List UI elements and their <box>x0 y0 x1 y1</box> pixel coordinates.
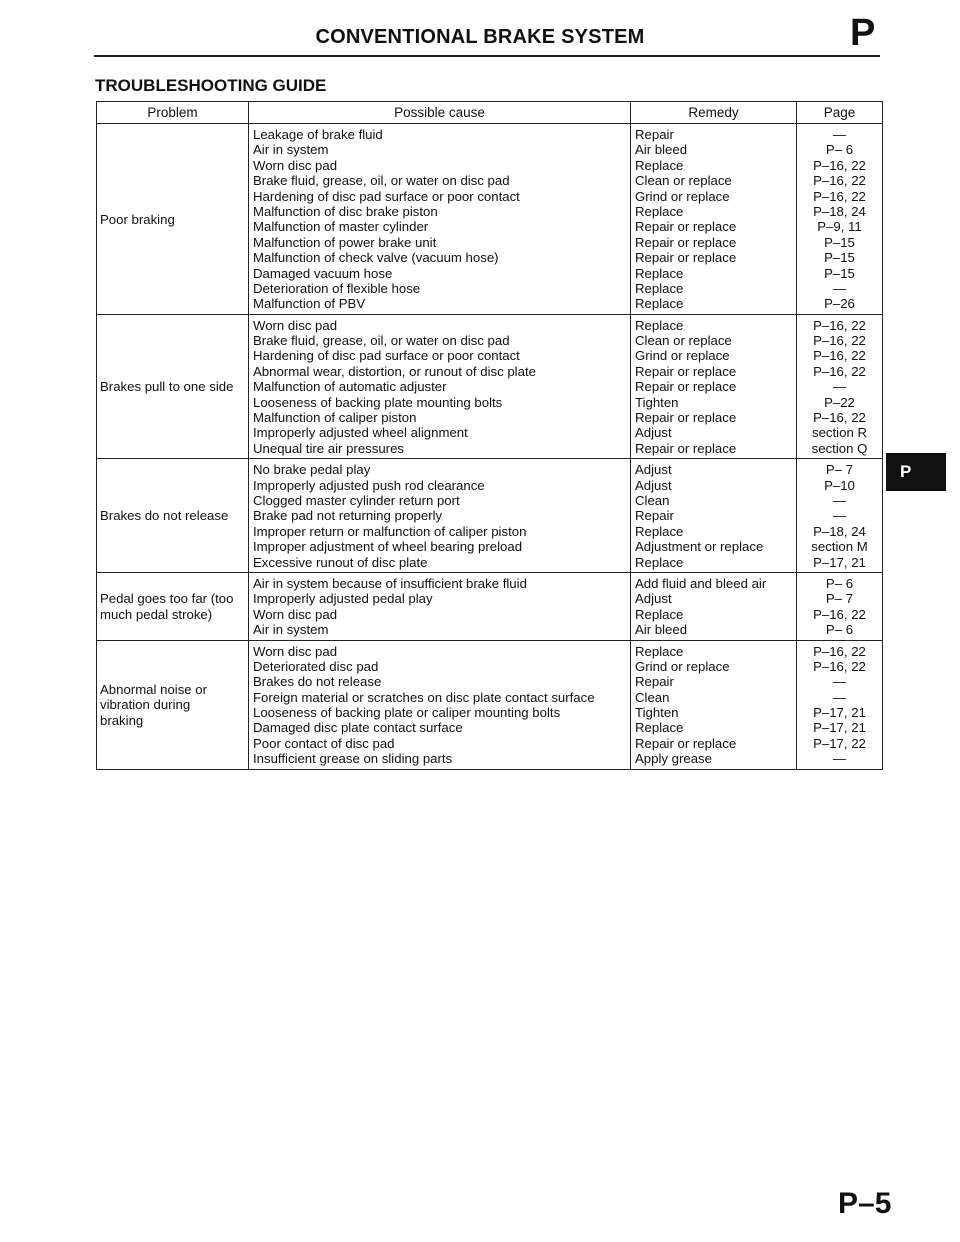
remedy-text: Adjust <box>635 462 672 478</box>
table-row <box>97 124 883 315</box>
page-ref: — <box>832 689 847 705</box>
page-ref: — <box>832 751 847 767</box>
page-ref: — <box>832 508 847 524</box>
page-ref: P– 6 <box>825 142 854 158</box>
page-ref: P– 6 <box>825 622 854 638</box>
page-ref: P–18, 24 <box>813 523 866 539</box>
cause-text: Worn disc pad <box>253 643 338 659</box>
cause-text: Malfunction of power brake unit <box>253 234 437 250</box>
page-ref: — <box>832 674 847 690</box>
remedy-text: Adjustment or replace <box>635 539 764 555</box>
remedy-text: Adjust <box>635 477 672 493</box>
page-ref: P–17, 21 <box>813 720 866 736</box>
cause-text: Air in system <box>253 622 329 638</box>
table-row <box>97 640 883 769</box>
problem-text: much pedal stroke) <box>100 606 213 622</box>
cause-text: Malfunction of disc brake piston <box>253 203 438 219</box>
remedy-text: Repair or replace <box>635 219 737 235</box>
cause-text: No brake pedal play <box>253 462 371 478</box>
cause-text: Brake pad not returning properly <box>253 508 443 524</box>
problem-text: Brakes do not release <box>100 508 229 524</box>
remedy-text: Replace <box>635 643 684 659</box>
cause-cell <box>249 459 631 573</box>
remedy-text: Replace <box>635 265 684 281</box>
remedy-text: Repair or replace <box>635 234 737 250</box>
table-row <box>97 314 883 459</box>
remedy-text: Grind or replace <box>635 188 730 204</box>
problem-text: Brakes pull to one side <box>100 379 234 395</box>
remedy-text: Clean or replace <box>635 333 732 349</box>
page-ref: P–16, 22 <box>813 643 866 659</box>
page-ref: section Q <box>811 440 868 456</box>
table-row <box>97 459 883 573</box>
cause-text: Malfunction of automatic adjuster <box>253 379 447 395</box>
cause-text: Insufficient grease on sliding parts <box>253 751 453 767</box>
cause-cell <box>249 572 631 640</box>
remedy-text: Repair or replace <box>635 735 737 751</box>
page-cell <box>797 640 883 769</box>
section-side-tab: P <box>886 453 946 491</box>
problem-cell <box>97 640 249 769</box>
page-ref: P–17, 22 <box>813 735 866 751</box>
header-divider <box>94 55 880 57</box>
remedy-text: Grind or replace <box>635 348 730 364</box>
cause-text: Damaged disc plate contact surface <box>253 720 463 736</box>
remedy-text: Repair or replace <box>635 410 737 426</box>
page-title: CONVENTIONAL BRAKE SYSTEM <box>315 26 645 48</box>
remedy-text: Repair <box>635 127 674 142</box>
troubleshooting-table <box>96 101 883 770</box>
cause-cell <box>249 124 631 315</box>
page-ref: P–16, 22 <box>813 173 866 189</box>
page-ref: P– 7 <box>825 591 854 607</box>
remedy-cell <box>631 459 797 573</box>
remedy-cell <box>631 572 797 640</box>
problem-text: Poor braking <box>100 211 175 227</box>
remedy-text: Repair <box>635 508 674 524</box>
page-ref: P–16, 22 <box>813 317 866 333</box>
cause-text: Improper adjustment of wheel bearing preload <box>253 539 523 555</box>
page-ref: P–15 <box>824 265 855 281</box>
page-number: P–5 <box>838 1187 892 1220</box>
page-ref: P–15 <box>824 234 855 250</box>
cause-text: Air in system because of insufficient brake fluid <box>253 575 527 591</box>
cause-text: Deterioration of flexible hose <box>253 280 421 296</box>
remedy-text: Repair or replace <box>635 250 737 266</box>
page-ref: section R <box>812 425 867 441</box>
problem-text: Abnormal noise or <box>100 681 208 697</box>
remedy-text: Repair <box>635 674 674 690</box>
page-ref: — <box>832 379 847 395</box>
remedy-text: Replace <box>635 157 684 173</box>
page-ref: — <box>832 492 847 508</box>
remedy-text: Air bleed <box>635 142 688 158</box>
cause-text: Brakes do not release <box>253 674 382 690</box>
cause-text: Abnormal wear, distortion, or runout of disc plate <box>253 363 536 379</box>
cause-text: Air in system <box>253 142 329 158</box>
cause-text: Malfunction of check valve (vacuum hose) <box>253 250 499 266</box>
cause-text: Worn disc pad <box>253 157 338 173</box>
remedy-text: Repair or replace <box>635 379 737 395</box>
cause-text: Excessive runout of disc plate <box>253 554 428 570</box>
page-ref: P–16, 22 <box>813 658 866 674</box>
page-ref: P–15 <box>824 250 855 266</box>
remedy-text: Tighten <box>635 394 679 410</box>
cause-text: Poor contact of disc pad <box>253 735 395 751</box>
remedy-cell <box>631 314 797 459</box>
cause-text: Improperly adjusted wheel alignment <box>253 425 468 441</box>
problem-cell <box>97 124 249 315</box>
page-ref: P–10 <box>824 477 855 493</box>
remedy-cell <box>631 640 797 769</box>
cause-text: Improper return or malfunction of caliper piston <box>253 523 527 539</box>
cause-text: Hardening of disc pad surface or poor contact <box>253 348 520 364</box>
cause-text: Worn disc pad <box>253 317 338 333</box>
page-ref: section M <box>811 539 868 555</box>
remedy-text: Replace <box>635 317 684 333</box>
remedy-text: Replace <box>635 606 684 622</box>
remedy-text: Air bleed <box>635 622 688 638</box>
page-ref: P–22 <box>824 394 855 410</box>
remedy-text: Tighten <box>635 705 679 721</box>
table-header-row <box>97 102 883 124</box>
remedy-text: Replace <box>635 280 684 296</box>
problem-cell <box>97 314 249 459</box>
page-cell <box>797 124 883 315</box>
section-title: TROUBLESHOOTING GUIDE <box>95 76 327 95</box>
page-cell <box>797 314 883 459</box>
page-ref: P–16, 22 <box>813 348 866 364</box>
remedy-text: Replace <box>635 720 684 736</box>
page-ref: P–16, 22 <box>813 410 866 426</box>
cause-text: Improperly adjusted push rod clearance <box>253 477 485 493</box>
problem-cell <box>97 572 249 640</box>
cause-text: Looseness of backing plate or caliper mounting bolts <box>253 705 561 721</box>
cause-text: Hardening of disc pad surface or poor contact <box>253 188 520 204</box>
column-header-remedy: Remedy <box>631 102 797 124</box>
problem-text: vibration during <box>100 697 191 713</box>
page-ref: P–17, 21 <box>813 554 866 570</box>
page-ref: P–26 <box>824 296 855 312</box>
column-header-page: Page <box>797 102 883 124</box>
cause-text: Foreign material or scratches on disc plate contact surface <box>253 689 595 705</box>
page-ref: P–18, 24 <box>813 203 866 219</box>
problem-cell <box>97 459 249 573</box>
column-header-problem: Problem <box>97 102 249 124</box>
page-ref: P–16, 22 <box>813 333 866 349</box>
remedy-text: Apply grease <box>635 751 712 767</box>
page-cell <box>797 572 883 640</box>
problem-text: Pedal goes too far (too <box>100 591 234 607</box>
remedy-text: Clean <box>635 689 670 705</box>
remedy-text: Grind or replace <box>635 658 730 674</box>
page-ref: P–16, 22 <box>813 363 866 379</box>
page-ref: P–17, 21 <box>813 705 866 721</box>
remedy-text: Clean or replace <box>635 173 732 189</box>
table-row <box>97 572 883 640</box>
cause-text: Improperly adjusted pedal play <box>253 591 433 607</box>
page-cell <box>797 459 883 573</box>
cause-text: Damaged vacuum hose <box>253 265 393 281</box>
remedy-text: Replace <box>635 554 684 570</box>
page-ref: P– 6 <box>825 575 854 591</box>
page-ref: P–16, 22 <box>813 157 866 173</box>
cause-text: Unequal tire air pressures <box>253 440 404 456</box>
cause-text: Looseness of backing plate mounting bolts <box>253 394 503 410</box>
remedy-text: Repair or replace <box>635 440 737 456</box>
page-ref: — <box>832 280 847 296</box>
remedy-text: Adjust <box>635 425 672 441</box>
remedy-text: Replace <box>635 203 684 219</box>
cause-text: Brake fluid, grease, oil, or water on disc pad <box>253 173 510 189</box>
page-ref: — <box>832 127 847 142</box>
cause-text: Worn disc pad <box>253 606 338 622</box>
cause-text: Clogged master cylinder return port <box>253 492 460 508</box>
column-header-possible-cause: Possible cause <box>249 102 631 124</box>
page-ref: P–16, 22 <box>813 606 866 622</box>
remedy-text: Adjust <box>635 591 672 607</box>
cause-text: Leakage of brake fluid <box>253 127 383 142</box>
cause-text: Brake fluid, grease, oil, or water on disc pad <box>253 333 510 349</box>
cause-cell <box>249 640 631 769</box>
remedy-text: Replace <box>635 296 684 312</box>
page-ref: P– 7 <box>825 462 854 478</box>
remedy-text: Add fluid and bleed air <box>635 575 767 591</box>
cause-text: Deteriorated disc pad <box>253 658 379 674</box>
cause-cell <box>249 314 631 459</box>
problem-text: braking <box>100 712 144 728</box>
page-ref: P–16, 22 <box>813 188 866 204</box>
cause-text: Malfunction of PBV <box>253 296 366 312</box>
cause-text: Malfunction of caliper piston <box>253 410 417 426</box>
remedy-cell <box>631 124 797 315</box>
section-letter: P <box>850 12 876 54</box>
page-ref: P–9, 11 <box>817 219 862 235</box>
cause-text: Malfunction of master cylinder <box>253 219 429 235</box>
remedy-text: Clean <box>635 492 670 508</box>
remedy-text: Replace <box>635 523 684 539</box>
remedy-text: Repair or replace <box>635 363 737 379</box>
